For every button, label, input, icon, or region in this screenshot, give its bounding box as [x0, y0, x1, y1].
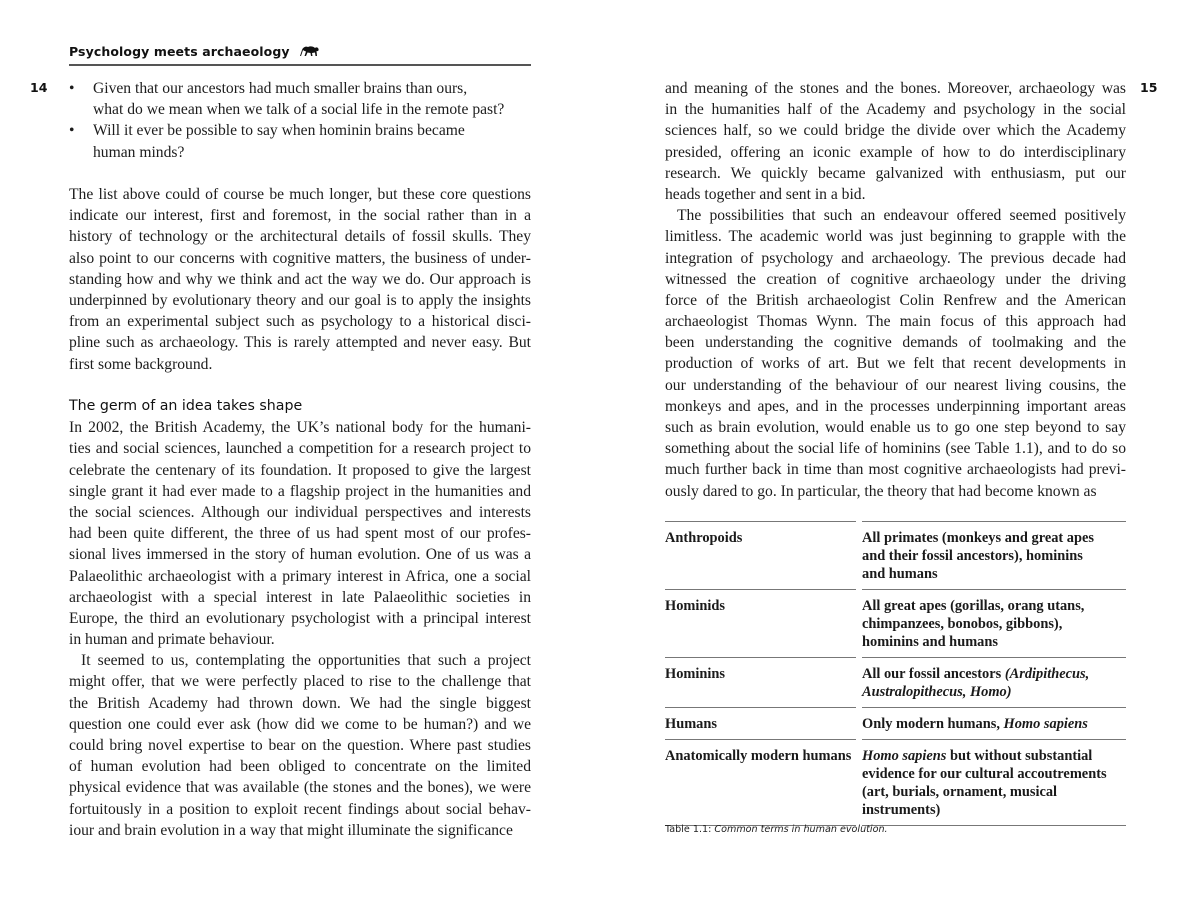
definition-cell	[862, 589, 1126, 657]
section-heading: The germ of an idea takes shape	[69, 398, 303, 414]
text-line: from an experimental subject such as psychology to a historical disci-	[69, 313, 531, 331]
running-head	[69, 44, 531, 61]
text-line: in human and primate behaviour.	[69, 631, 275, 649]
definition-line	[862, 801, 1126, 819]
text-line: the social sciences. Although our individual perspectives and interests	[69, 503, 531, 521]
text-line: heads together and sent in a bid.	[665, 185, 866, 203]
bullet-list	[69, 78, 531, 163]
text-run: instruments)	[862, 802, 941, 818]
bullet-line: Given that our ancestors had much smaller brains than ours,	[93, 80, 468, 97]
text-line: limitless. The academic world was just beginning to grapple with the	[665, 228, 1126, 246]
text-run: and humans	[862, 566, 938, 582]
text-line: also point to our concerns with cognitive matters, the business of under-	[69, 249, 531, 267]
italic-text: Homo sapiens	[1003, 716, 1088, 732]
text-line: physical evidence that was available (the stones and the bones), we were	[69, 779, 531, 797]
text-line: indicate our interest, first and foremost, in the social rather than in a	[69, 207, 531, 225]
bullet-item	[69, 78, 531, 120]
text-line: Palaeolithic archaeologist with a primary interest in Africa, one a social	[69, 567, 531, 585]
text-line: production of works of art. But we felt that recent developments in	[665, 355, 1126, 373]
definition-cell	[862, 707, 1126, 739]
definition-line	[862, 715, 1126, 733]
text-line: ously dared to go. In particular, the theory that had become known as	[665, 482, 1097, 500]
text-line: single grant it had ever made to a flagship project in the humanities and	[69, 482, 531, 500]
definition-line	[862, 665, 1126, 683]
right-page	[600, 0, 1200, 914]
definition-cell	[862, 521, 1126, 589]
text-line: It seemed to us, contemplating the opportunities that such a project	[81, 652, 531, 670]
text-line: iour and brain evolution in a way that might illuminate the significance	[69, 821, 513, 839]
table-row	[665, 739, 1126, 826]
terms-table	[665, 521, 1126, 826]
text-line: The possibilities that such an endeavour offered seemed positively	[677, 207, 1126, 225]
bullet-line: what do we mean when we talk of a social life in the remote past?	[93, 101, 505, 119]
paragraph	[665, 205, 1126, 502]
text-line: pline such as archaeology. This is rarely attempted and never easy. But	[69, 334, 531, 352]
text-block	[665, 78, 1126, 502]
term-cell: Anatomically modern humans	[665, 739, 856, 826]
table-row	[665, 707, 1126, 739]
text-line: standing how and why we think and act the way we do. Our approach is	[69, 270, 531, 288]
text-line: first some background.	[69, 355, 213, 373]
text-line: question one could ever ask (how did we come to be human?) and we	[69, 715, 531, 733]
text-line: fortuitously in a position to exploit recent findings about social behav-	[69, 800, 531, 818]
definition-line	[862, 783, 1126, 801]
italic-text: (Ardipithecus,	[1004, 666, 1090, 682]
bullet-line: Will it ever be possible to say when hominin brains became	[93, 122, 465, 140]
text-line: witnessed the creation of cognitive archaeology under the driving	[665, 270, 1126, 288]
paragraph	[665, 78, 1126, 205]
definition-line	[862, 565, 1126, 583]
text-line: history of technology or the architectural details of fossil skulls. They	[69, 228, 531, 246]
text-line: underpinned by evolutionary theory and our goal is to apply the insights	[69, 291, 531, 309]
caption-title: Common terms in human evolution.	[714, 824, 888, 835]
table-row	[665, 589, 1126, 657]
table-row	[665, 657, 1126, 707]
bullet-icon: •	[69, 122, 75, 140]
text-line: force of the British archaeologist Colin Renfrew and the American	[665, 291, 1126, 309]
header-rule	[69, 64, 531, 66]
text-line: something about the social life of hominins (see Table 1.1), and to do so	[665, 440, 1126, 458]
text-run: chimpanzees, bonobos, gibbons),	[862, 616, 1063, 632]
text-run: but without substantial	[946, 748, 1093, 764]
term-cell: Hominids	[665, 589, 856, 657]
page-number: 14	[30, 80, 48, 95]
table-caption	[665, 824, 888, 835]
definition-line	[862, 615, 1126, 633]
text-line: been understanding the cognitive demands of toolmaking and the	[665, 334, 1126, 352]
text-run: All our fossil ancestors	[862, 666, 1005, 682]
text-run: hominins and humans	[862, 634, 998, 650]
definition-line	[862, 683, 1126, 701]
definition-line	[862, 547, 1126, 565]
definition-line	[862, 765, 1126, 783]
italic-text: Australopithecus, Homo)	[862, 684, 1012, 700]
term-cell: Hominins	[665, 657, 856, 707]
text-line: such as brain evolution, would enable us to go one step beyond to say	[665, 419, 1126, 436]
text-line: integration of psychology and archaeology. The previous decade had	[665, 249, 1126, 267]
text-line: our understanding of the behaviour of our nearest living cousins, the	[665, 376, 1126, 394]
text-line: sional lives immersed in the story of human evolution. One of us was a	[69, 546, 531, 564]
caption-label: Table 1.1:	[665, 824, 715, 835]
text-line: and meaning of the stones and the bones. Moreover, archaeology was	[665, 80, 1126, 97]
definition-cell	[862, 739, 1126, 826]
term-cell: Humans	[665, 707, 856, 739]
text-line: in the humanities half of the Academy and psychology in the social	[665, 101, 1126, 119]
definition-cell	[862, 657, 1126, 707]
paragraph	[69, 650, 531, 841]
text-line: sciences half, so we could bridge the divide over which the Academy	[665, 122, 1126, 140]
text-line: celebrate the centenary of its foundation. It proposed to give the largest	[69, 461, 531, 479]
definition-line	[862, 633, 1126, 651]
text-line: archaeologist with a special interest in late Palaeolithic societies in	[69, 588, 531, 606]
text-line: monkeys and apes, and in the processes underpinning important areas	[665, 397, 1126, 415]
text-run: and their fossil ancestors), hominins	[862, 548, 1083, 564]
text-line: In 2002, the British Academy, the UK’s national body for the humani-	[69, 419, 531, 437]
text-line: archaeologist Thomas Wynn. The main focus of this approach had	[665, 313, 1126, 331]
monkey-icon	[300, 44, 320, 61]
section	[69, 396, 531, 841]
term-cell: Anthropoids	[665, 521, 856, 589]
text-line: had been quite different, the three of us had spent most of our profes-	[69, 525, 531, 543]
text-line: could bring novel expertise to bear on the question. Where past studies	[69, 737, 531, 754]
definition-line	[862, 597, 1126, 615]
text-line: presided, offering an iconic example of how to do interdisciplinary	[665, 143, 1126, 161]
text-line: research. We quickly became galvanized with enthusiasm, put our	[665, 164, 1126, 182]
text-line: of human evolution had been obliged to concentrate on the limited	[69, 758, 531, 776]
paragraph	[69, 184, 531, 375]
table-row	[665, 521, 1126, 589]
text-run: evidence for our cultural accoutrements	[862, 766, 1107, 782]
text-line: the British Academy had thrown down. We had the single biggest	[69, 694, 531, 712]
paragraph	[69, 417, 531, 650]
bullet-icon: •	[69, 80, 75, 97]
page-number: 15	[1140, 80, 1158, 95]
running-head-title: Psychology meets archaeology	[69, 44, 290, 59]
text-run: Only modern humans,	[862, 716, 1004, 732]
text-run: All great apes (gorillas, orang utans,	[862, 598, 1085, 614]
text-run: All primates (monkeys and great apes	[862, 530, 1094, 546]
text-line: Europe, the third an evolutionary psychologist with a principal interest	[69, 609, 531, 627]
text-line: The list above could of course be much longer, but these core questions	[69, 186, 531, 203]
bullet-line: human minds?	[93, 143, 185, 161]
text-run: (art, burials, ornament, musical	[862, 784, 1058, 800]
text-line: ties and social sciences, launched a competition for a research project to	[69, 440, 531, 458]
text-line: much further back in time than most cognitive archaeologists had previ-	[665, 461, 1126, 479]
definition-line	[862, 529, 1126, 547]
bullet-item	[69, 120, 531, 162]
italic-text: Homo sapiens	[862, 748, 947, 764]
definition-line	[862, 747, 1126, 765]
text-line: might offer, that we were perfectly placed to rise to the challenge that	[69, 673, 531, 691]
